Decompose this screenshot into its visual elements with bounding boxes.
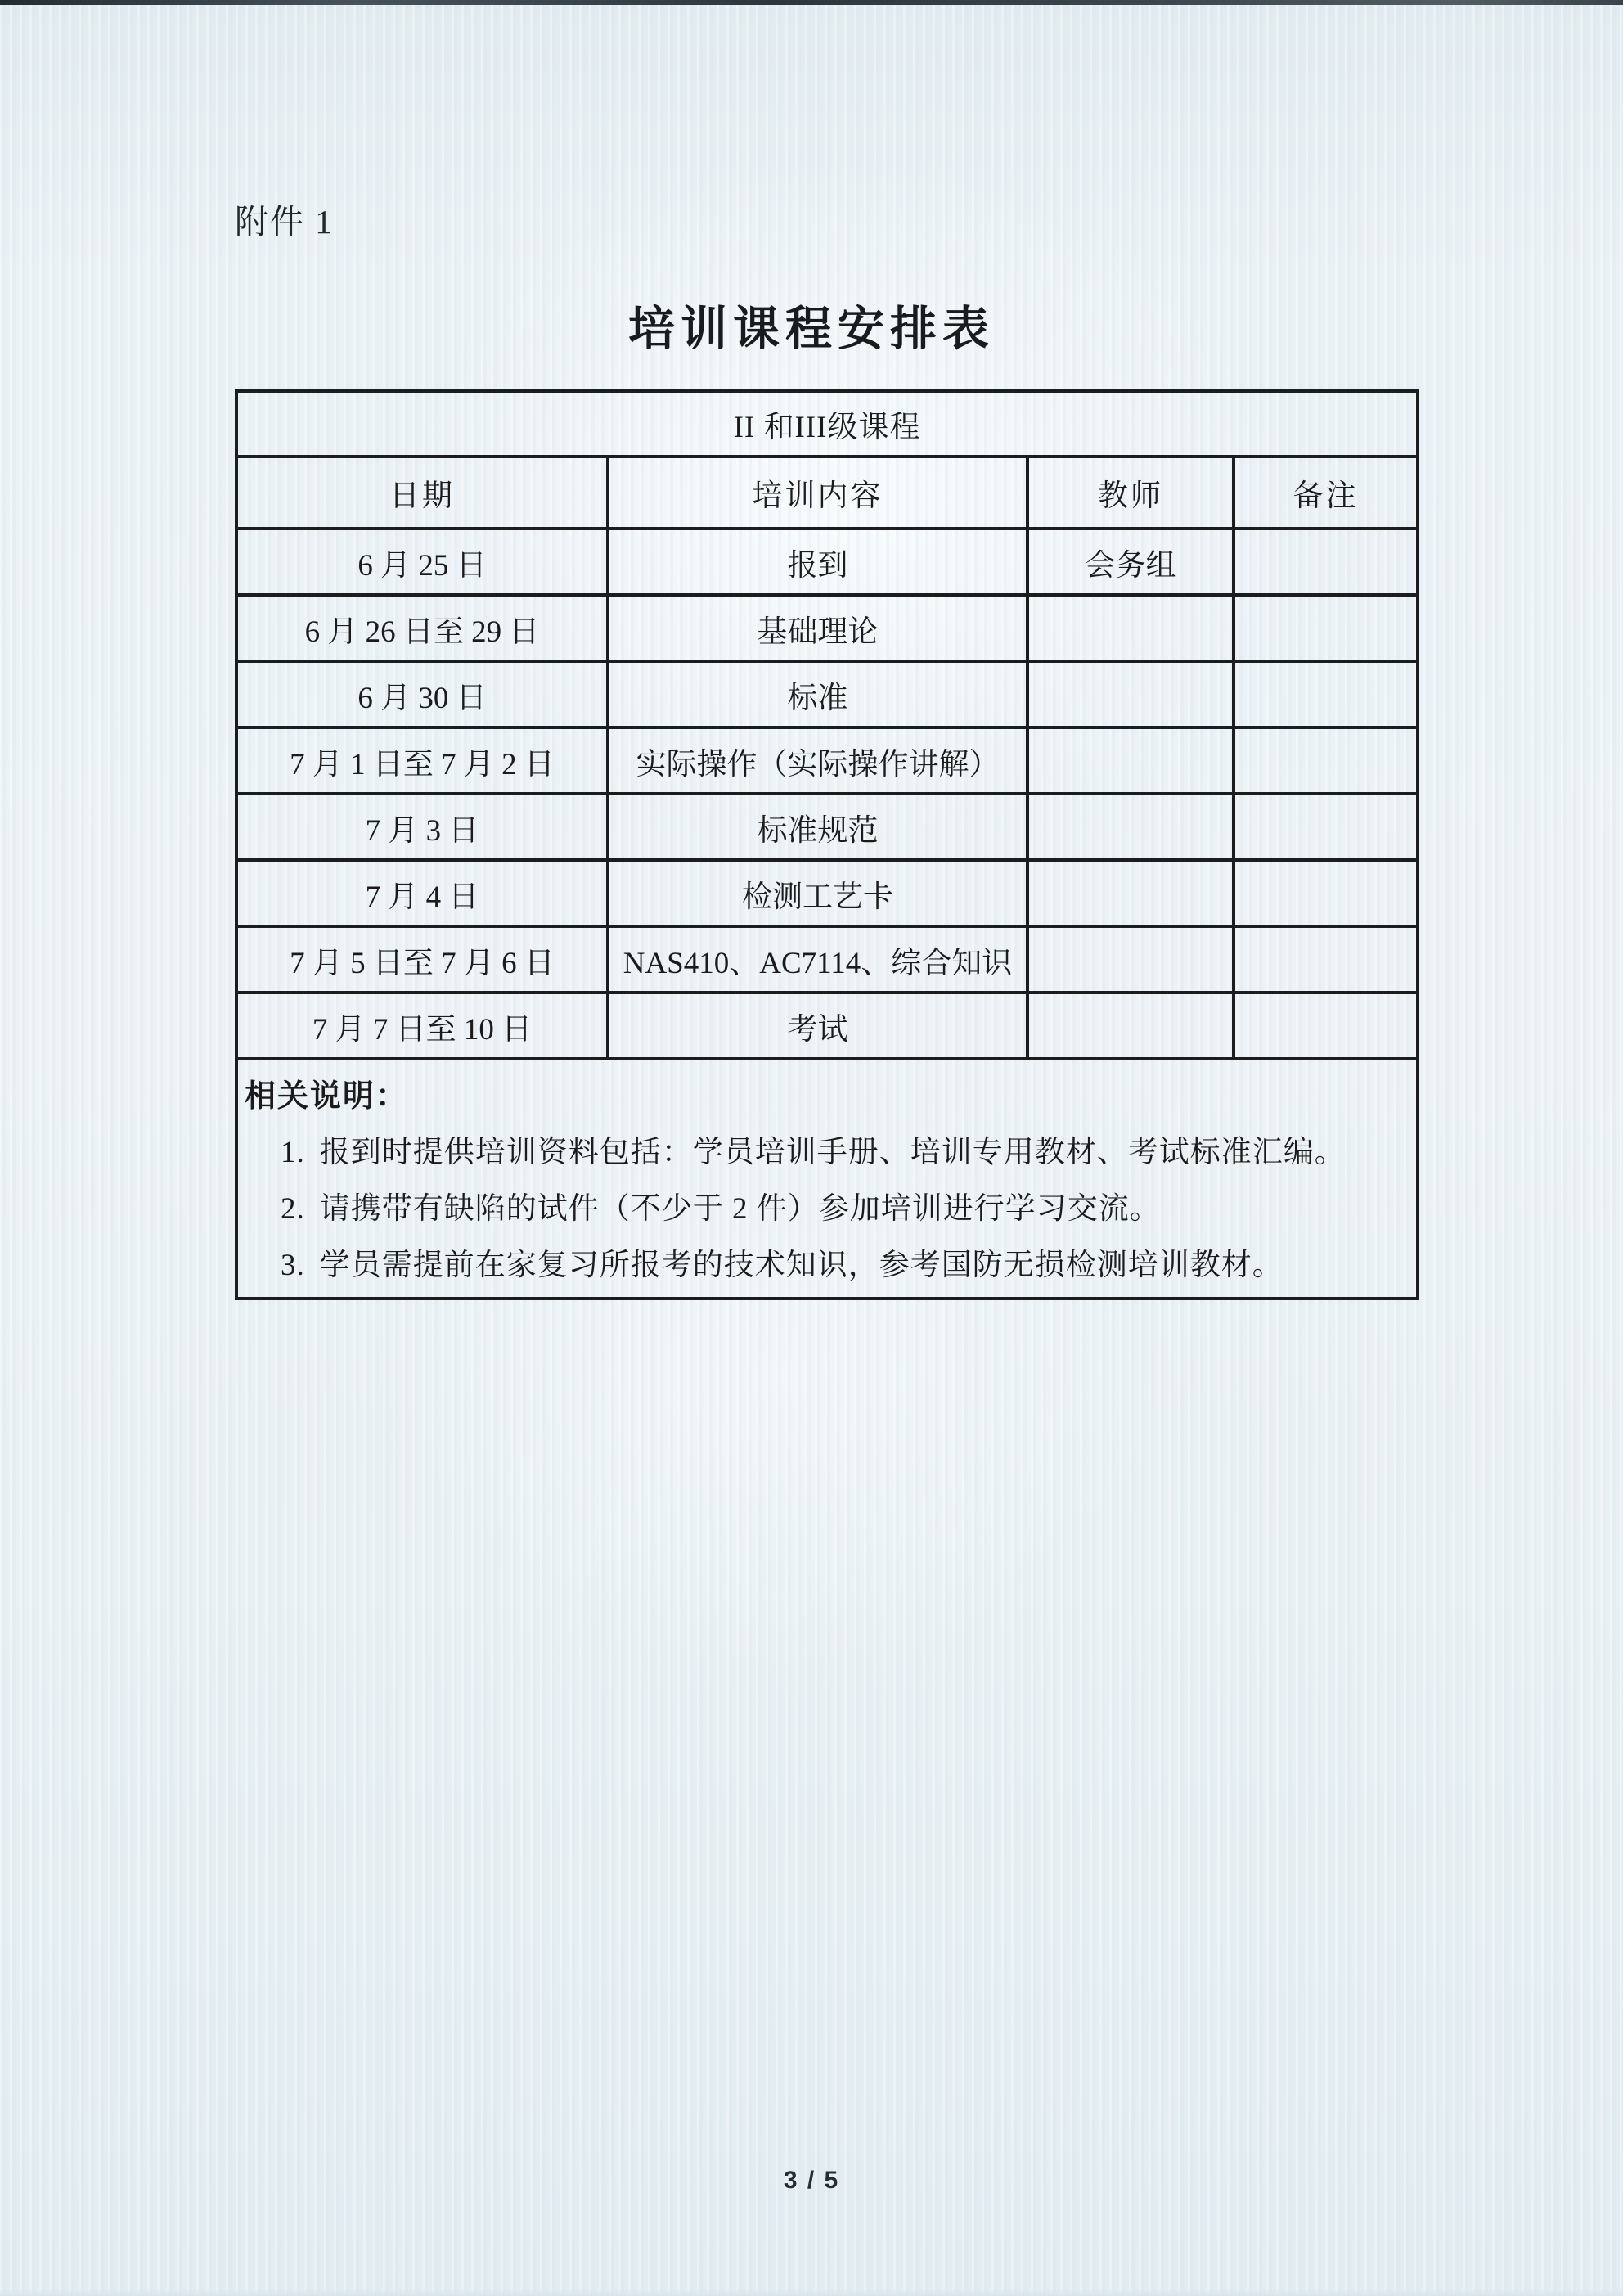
cell-teacher bbox=[1027, 926, 1234, 993]
cell-teacher bbox=[1027, 595, 1234, 661]
cell-teacher bbox=[1027, 661, 1234, 727]
note-item bbox=[281, 1133, 1405, 1173]
note-number: 1. bbox=[281, 1136, 305, 1169]
cell-content: 报到 bbox=[608, 529, 1027, 595]
notes-section bbox=[236, 1059, 1418, 1299]
page-title: 培训课程安排表 bbox=[628, 303, 995, 355]
cell-teacher bbox=[1027, 727, 1234, 794]
cell-teacher: 会务组 bbox=[1027, 529, 1234, 595]
notes-heading: 相关说明： bbox=[245, 1079, 409, 1114]
cell-remark bbox=[1234, 529, 1418, 595]
table-row bbox=[236, 993, 1418, 1059]
cell-teacher bbox=[1027, 993, 1234, 1059]
cell-content: NAS410、AC7114、综合知识 bbox=[608, 926, 1027, 993]
cell-remark bbox=[1234, 993, 1418, 1059]
column-header-content: 培训内容 bbox=[608, 457, 1027, 529]
column-header-date: 日期 bbox=[236, 457, 608, 529]
cell-date: 6 月 25 日 bbox=[236, 529, 608, 595]
cell-remark bbox=[1234, 926, 1418, 993]
notes-row bbox=[236, 1059, 1418, 1299]
page-number: 3 / 5 bbox=[783, 2167, 840, 2194]
table-row bbox=[236, 529, 1418, 595]
note-number: 2. bbox=[281, 1192, 305, 1227]
cell-remark bbox=[1234, 794, 1418, 860]
cell-date: 7 月 5 日至 7 月 6 日 bbox=[236, 926, 608, 993]
cell-date: 6 月 26 日至 29 日 bbox=[236, 595, 608, 661]
cell-teacher bbox=[1027, 860, 1234, 926]
table-row bbox=[236, 595, 1418, 661]
scanner-top-edge bbox=[0, 0, 1623, 5]
cell-date: 6 月 30 日 bbox=[236, 661, 608, 727]
course-schedule-table bbox=[235, 389, 1419, 1300]
cell-date: 7 月 4 日 bbox=[236, 860, 608, 926]
cell-teacher bbox=[1027, 794, 1234, 860]
cell-content: 基础理论 bbox=[608, 595, 1027, 661]
cell-remark bbox=[1234, 661, 1418, 727]
note-item bbox=[281, 1190, 1405, 1229]
table-row bbox=[236, 661, 1418, 727]
cell-date: 7 月 7 日至 10 日 bbox=[236, 993, 608, 1059]
cell-content: 实际操作（实际操作讲解） bbox=[608, 727, 1027, 794]
scanner-bottom-edge bbox=[0, 2288, 1623, 2296]
note-text: 学员需提前在家复习所报考的技术知识，参考国防无损检测培训教材。 bbox=[319, 1249, 1284, 1283]
cell-content: 检测工艺卡 bbox=[608, 860, 1027, 926]
table-row bbox=[236, 794, 1418, 860]
table-column-header-row bbox=[236, 457, 1418, 529]
table-row bbox=[236, 727, 1418, 794]
cell-remark bbox=[1234, 860, 1418, 926]
table-row bbox=[236, 926, 1418, 993]
cell-content: 考试 bbox=[608, 993, 1027, 1059]
note-text: 报到时提供培训资料包括：学员培训手册、培训专用教材、考试标准汇编。 bbox=[319, 1136, 1346, 1169]
column-header-teacher: 教师 bbox=[1027, 457, 1234, 529]
cell-remark bbox=[1234, 595, 1418, 661]
cell-remark bbox=[1234, 727, 1418, 794]
note-number: 3. bbox=[281, 1249, 305, 1283]
course-level-header: II 和III级课程 bbox=[236, 391, 1418, 457]
table-span-header-row bbox=[236, 391, 1418, 457]
note-item bbox=[281, 1246, 1405, 1285]
cell-content: 标准规范 bbox=[608, 794, 1027, 860]
column-header-remark: 备注 bbox=[1234, 457, 1418, 529]
cell-date: 7 月 3 日 bbox=[236, 794, 608, 860]
note-text: 请携带有缺陷的试件（不少于 2 件）参加培训进行学习交流。 bbox=[319, 1192, 1161, 1227]
cell-content: 标准 bbox=[608, 661, 1027, 727]
table-row bbox=[236, 860, 1418, 926]
cell-date: 7 月 1 日至 7 月 2 日 bbox=[236, 727, 608, 794]
attachment-label: 附件 1 bbox=[235, 203, 334, 241]
